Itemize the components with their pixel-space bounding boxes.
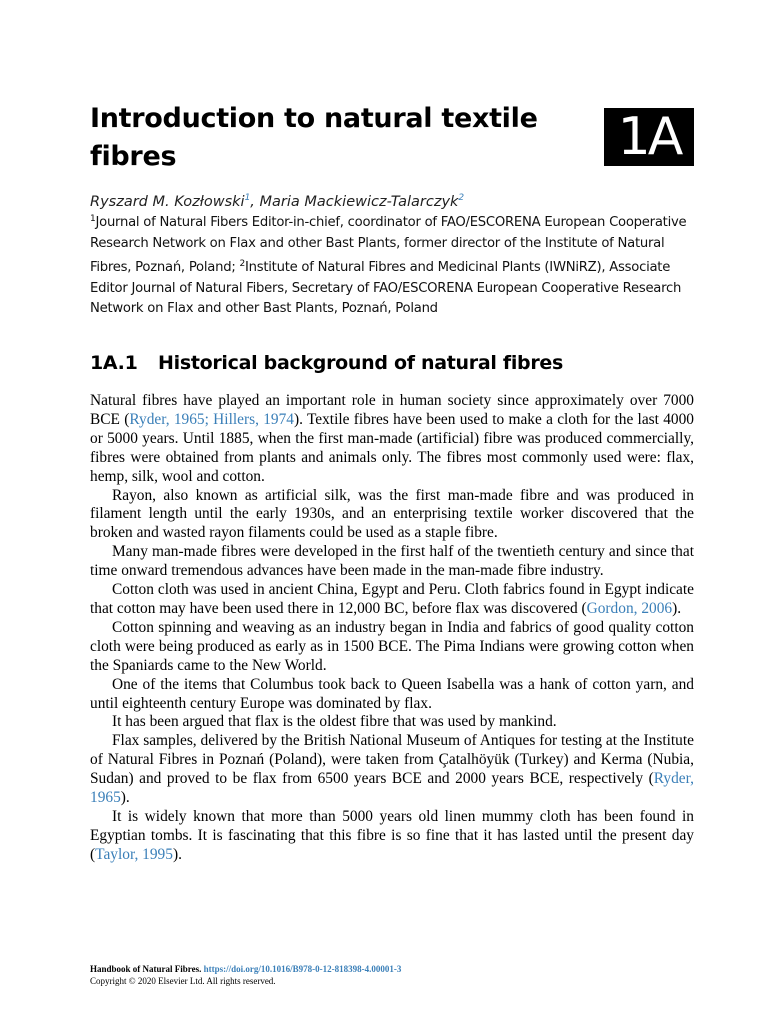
- paragraph: [90, 732, 694, 808]
- affiliation-marker: 1: [90, 214, 96, 224]
- section-title: Historical background of natural fibres: [158, 352, 564, 374]
- paragraph-text: ).: [172, 845, 182, 863]
- chapter-number-badge: 1A: [604, 108, 694, 166]
- author-separator: ,: [250, 194, 260, 210]
- affiliation-text: Institute of Natural Fibres and Medicinal Plants (IWNiRZ), Associate Editor Journal of Natural Fibers, Secretary of FAO/ESCORENA European Cooperative Research Network on Flax and other Bast Plants, Poznań, Poland: [90, 260, 682, 317]
- author-affiliation-marker[interactable]: 2: [458, 193, 465, 203]
- doi-link[interactable]: https://doi.org/10.1016/B978-0-12-818398-4.00001-3: [203, 964, 402, 974]
- affiliation-text: Journal of Natural Fibers Editor-in-chief, coordinator of FAO/ESCORENA European Cooperative Research Network on Flax and other Bast Plants, former director of the Institute of Natural Fibres, Poznań, Poland;: [90, 215, 687, 276]
- paragraph: [90, 392, 694, 487]
- paragraph: Cotton spinning and weaving as an industry began in India and fabrics of good quality cotton cloth were being produced as early as in 1500 BCE. The Pima Indians were growing cotton when the Spaniards came to the New World.: [90, 618, 694, 674]
- author-name[interactable]: Maria Mackiewicz-Talarczyk: [259, 194, 459, 210]
- citation-link[interactable]: Taylor, 1995: [95, 845, 173, 863]
- citation-link[interactable]: Ryder, 1965: [90, 770, 694, 807]
- book-title: Handbook of Natural Fibres.: [90, 964, 202, 974]
- affiliation-marker: 2: [239, 259, 245, 270]
- paragraph-text: Flax samples, delivered by the British National Museum of Antiques for testing at the Institute of Natural Fibres in Poznań (Poland), were taken from Çatalhöyük (Turkey) and Kerma (Nubia, Sudan) and proved to be flax from 6500 years BCE and 2000 years BCE, respectively (: [90, 732, 694, 788]
- paragraph: [90, 581, 694, 619]
- section-number: 1A.1: [90, 352, 138, 374]
- paragraph-text: Natural fibres have played an important role in human society since approximately over 7000 BCE (: [90, 392, 694, 428]
- citation-link[interactable]: Ryder, 1965; Hillers, 1974: [129, 410, 294, 428]
- author-affiliation-marker[interactable]: 1: [244, 193, 251, 203]
- paragraph-text: ).: [120, 789, 130, 807]
- chapter-title: Introduction to natural textile fibres: [90, 103, 538, 172]
- paragraph-text: Cotton cloth was used in ancient China, Egypt and Peru. Cloth fabrics found in Egypt indicate that cotton may have been used there in 12,000 BC, before flax was discovered (: [90, 581, 694, 617]
- paragraph: Many man-made fibres were developed in the first half of the twentieth century and since that time onward tremendous advances have been made in the man-made fibre industry.: [90, 543, 694, 580]
- body-text: [90, 392, 694, 865]
- paragraph: Rayon, also known as artificial silk, was the first man-made fibre and was produced in filament length until the early 1930s, and an enterprising textile worker discovered that the broken and wasted rayon filaments could be used as a staple fibre.: [90, 486, 694, 542]
- paragraph-text: ).: [672, 599, 682, 617]
- author-name[interactable]: Ryszard M. Kozłowski: [90, 194, 245, 210]
- paragraph-text: It is widely known that more than 5000 years old linen mummy cloth has been found in Egyptian tombs. It is fascinating that this fibre is so fine that it has lasted until the present day (: [90, 807, 694, 863]
- paragraph: It has been argued that flax is the oldest fibre that was used by mankind.: [112, 713, 557, 731]
- page-footer: [90, 963, 700, 987]
- section-heading: [90, 350, 700, 376]
- copyright-notice: Copyright © 2020 Elsevier Ltd. All rights reserved.: [90, 976, 276, 986]
- paragraph: [90, 808, 694, 865]
- paragraph-text: ). Textile fibres have been used to make a cloth for the last 4000 or 5000 years. Until 1885, when the first man-made (artificial) fibre was produced commercially, fibres were obtained from plants and animals only. The fibres most commonly used were: flax, hemp, silk, wool and cotton.: [90, 410, 694, 485]
- paragraph: One of the items that Columbus took back to Queen Isabella was a hank of cotton yarn, and until eighteenth century Europe was dominated by flax.: [90, 675, 694, 712]
- author-affiliations: [90, 209, 700, 320]
- citation-link[interactable]: Gordon, 2006: [586, 599, 673, 617]
